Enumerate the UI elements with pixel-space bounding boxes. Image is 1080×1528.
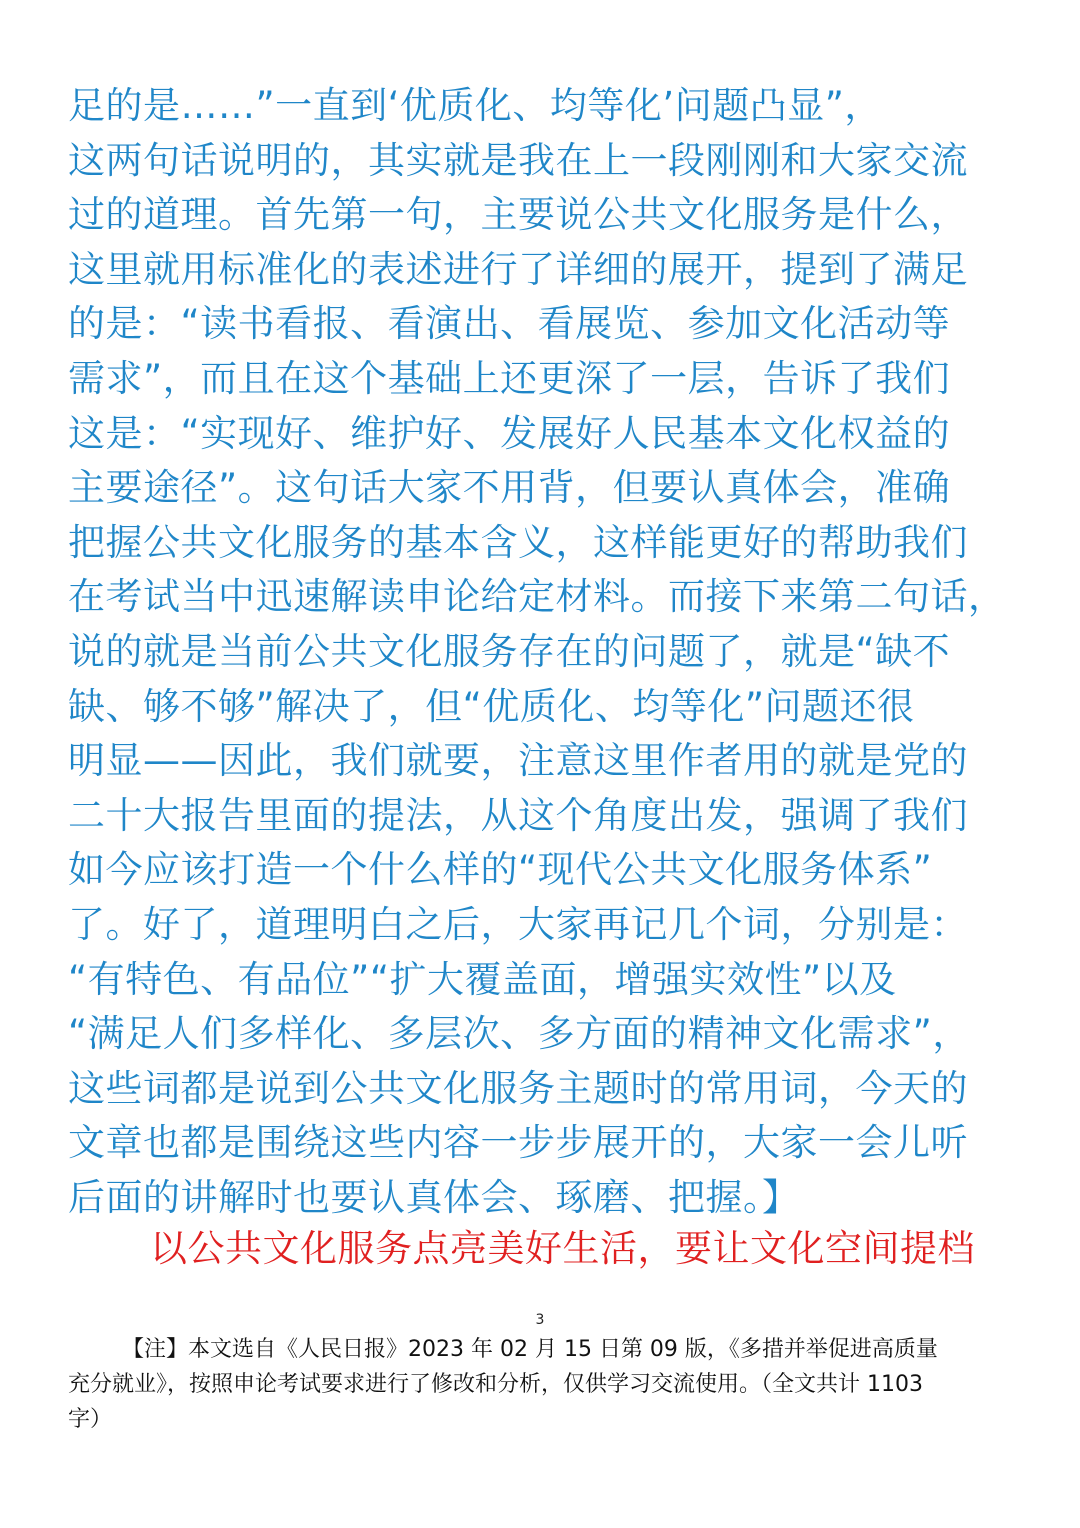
body-line: 如今应该打造一个什么样的“现代公共文化服务体系” (68, 848, 933, 892)
body-line: “满足人们多样化、多层次、多方面的精神文化需求”， (68, 1012, 970, 1056)
note-line: 字） (68, 1407, 113, 1432)
body-line: 这是：“实现好、维护好、发展好人民基本文化权益的 (68, 411, 951, 455)
note-line: 【注】本文选自《人民日报》2023 年 02 月 15 日第 09 版，《多措并举促进高质量 (122, 1337, 938, 1362)
body-line: 把握公共文化服务的基本含义，这样能更好的帮助我们 (68, 520, 968, 564)
body-line: 说的就是当前公共文化服务存在的问题了，就是“缺不 (68, 629, 951, 673)
page-number: 3 (535, 1312, 545, 1328)
body-line: 足的是……”一直到‘优质化、均等化’问题凸显”， (68, 84, 882, 127)
source-note (68, 1332, 1018, 1437)
body-line: 主要途径”。这句话大家不用背，但要认真体会，准确 (68, 466, 951, 510)
body-line: 明显——因此，我们就要，注意这里作者用的就是党的 (68, 739, 968, 783)
body-line: 二十大报告里面的提法，从这个角度出发，强调了我们 (68, 793, 968, 837)
body-line: 这两句话说明的，其实就是我在上一段刚刚和大家交流 (68, 138, 968, 182)
body-line: 需求”，而且在这个基础上还更深了一层，告诉了我们 (68, 356, 951, 400)
body-line: 过的道理。首先第一句，主要说公共文化服务是什么， (68, 193, 968, 237)
body-line: 文章也都是围绕这些内容一步步展开的，大家一会儿听 (68, 1121, 968, 1165)
body-line: 后面的讲解时也要认真体会、琢磨、把握。】 (68, 1175, 800, 1219)
body-line: 这些词都是说到公共文化服务主题时的常用词，今天的 (68, 1066, 968, 1110)
body-line: 的是：“读书看报、看演出、看展览、参加文化活动等 (68, 302, 951, 346)
note-line: 充分就业》，按照申论考试要求进行了修改和分析，仅供学习交流使用。（全文共计 1103 (68, 1372, 923, 1397)
body-line: “有特色、有品位”“扩大覆盖面，增强实效性”以及 (68, 957, 897, 1001)
body-line: 在考试当中迅速解读申论给定材料。而接下来第二句话， (68, 575, 1006, 619)
body-paragraph (68, 79, 1028, 1225)
body-line: 了。好了，道理明白之后，大家再记几个词，分别是： (68, 902, 968, 946)
body-line: 这里就用标准化的表述进行了详细的展开，提到了满足 (68, 247, 968, 291)
body-line: 缺、够不够”解决了，但“优质化、均等化”问题还很 (68, 684, 915, 728)
section-heading: 以公共文化服务点亮美好生活，要让文化空间提档 (150, 1227, 975, 1270)
